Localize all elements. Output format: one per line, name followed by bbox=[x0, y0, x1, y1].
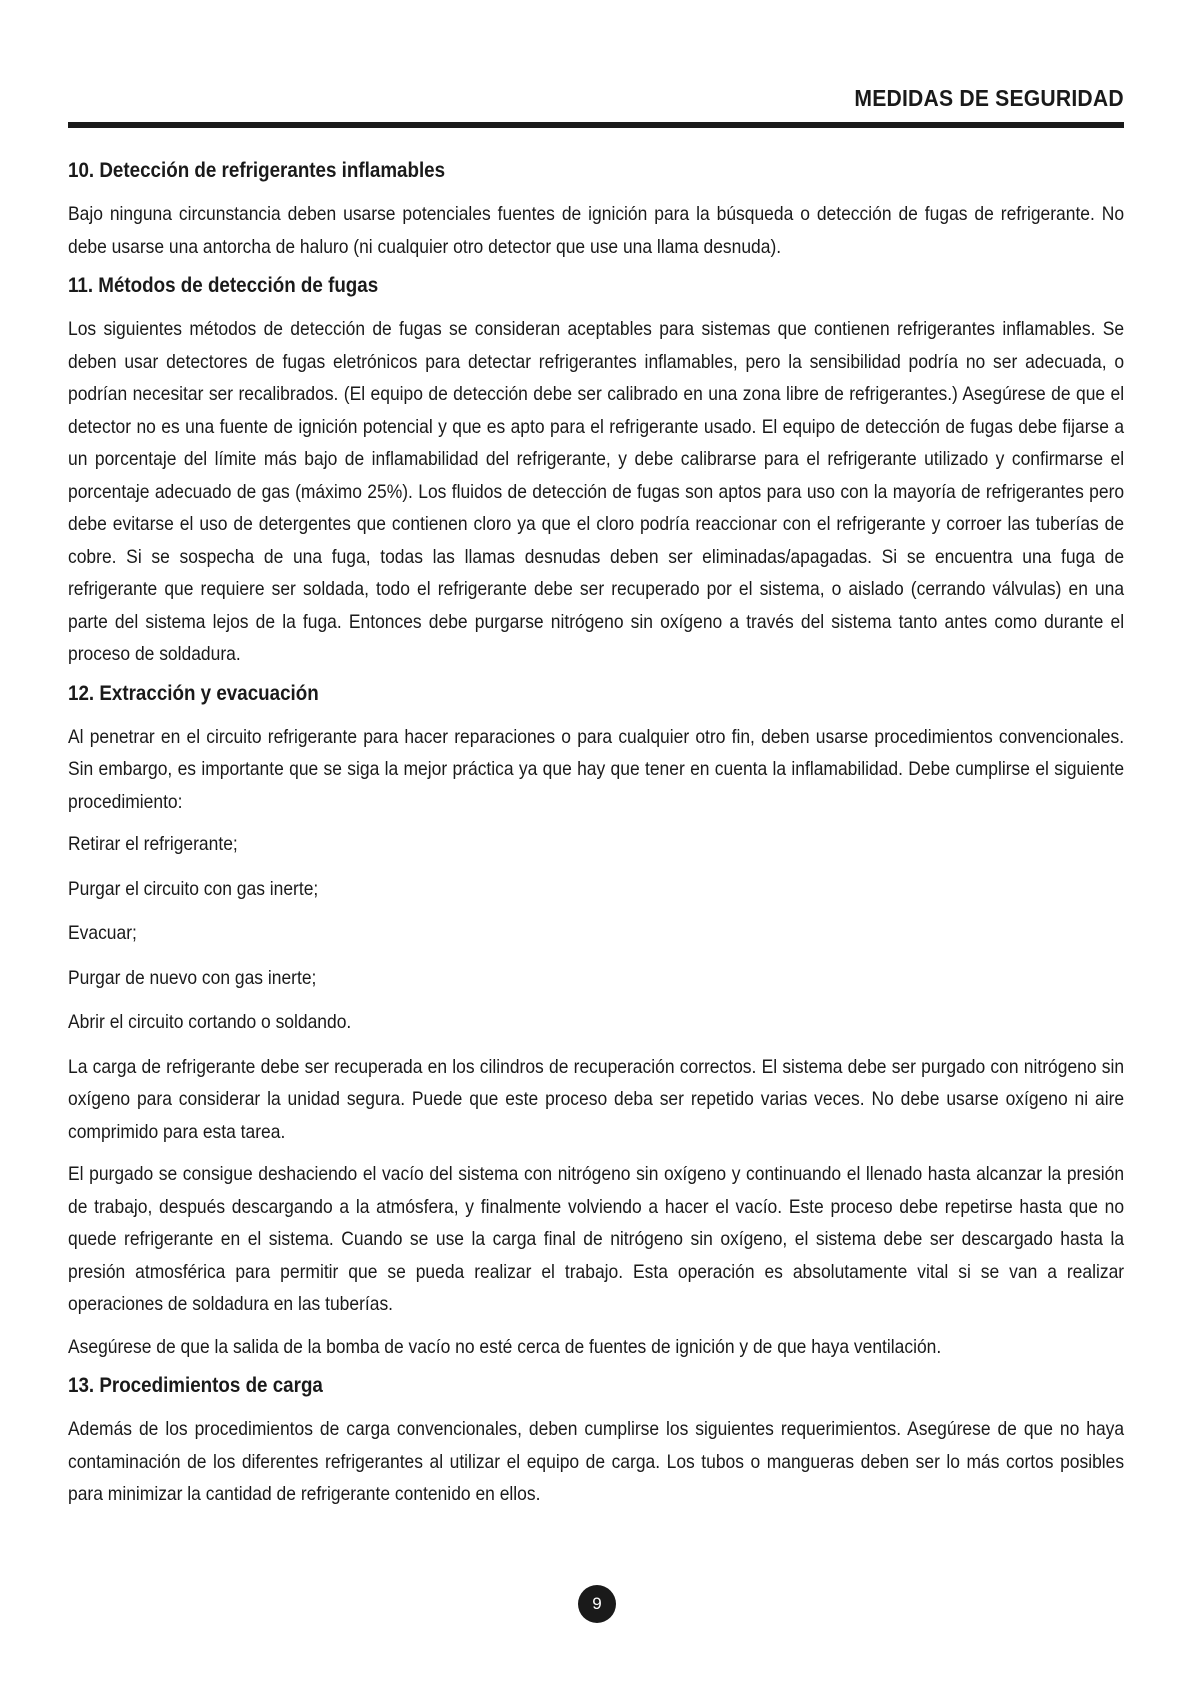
procedure-step: Evacuar; bbox=[68, 922, 137, 944]
header-title: MEDIDAS DE SEGURIDAD bbox=[854, 85, 1124, 111]
paragraph: Además de los procedimientos de carga convencionales, deben cumplirse los siguientes requerimientos. Asegúrese de que no haya contaminación de los diferentes refrigerantes al utilizar el equipo de carga. Los tubos o mangueras deben ser lo más cortos posibles para minimizar la cantidad de refrigerante contenido en ellos. bbox=[68, 1418, 1125, 1505]
paragraph: Asegúrese de que la salida de la bomba de vacío no esté cerca de fuentes de ignición y de que haya ventilación. bbox=[68, 1335, 942, 1358]
paragraph: El purgado se consigue deshaciendo el vacío del sistema con nitrógeno sin oxígeno y continuando el llenado hasta alcanzar la presión de trabajo, después descargando a la atmósfera, y finalmente volviendo a hacer el vacío. Este proceso debe repetirse hasta que no quede refrigerante en el sistema. Cuando se use la carga final de nitrógeno sin oxígeno, el sistema debe ser descargado hasta la presión atmosférica para permitir que se pueda realizar el trabajo. Esta operación es absolutamente vital si se van a realizar operaciones de soldadura en las tuberías. bbox=[68, 1163, 1125, 1315]
paragraph: La carga de refrigerante debe ser recuperada en los cilindros de recuperación correctos. El sistema debe ser purgado con nitrógeno sin oxígeno para considerar la unidad segura. Puede que este proceso deba ser repetido varias veces. No debe usarse oxígeno ni aire comprimido para esta tarea. bbox=[68, 1055, 1125, 1143]
header-rule bbox=[68, 122, 1124, 128]
section-heading: 13. Procedimientos de carga bbox=[68, 1374, 323, 1397]
section-13 bbox=[68, 1373, 1124, 1511]
paragraph: Bajo ninguna circunstancia deben usarse potenciales fuentes de ignición para la búsqueda o detección de fugas de refrigerante. No debe usarse una antorcha de haluro (ni cualquier otro detector que use una llama desnuda). bbox=[68, 203, 1125, 258]
document-body bbox=[68, 158, 1124, 1521]
procedure-step: Retirar el refrigerante; bbox=[68, 833, 238, 855]
paragraph: Al penetrar en el circuito refrigerante para hacer reparaciones o para cualquier otro fin, deben usarse procedimientos convencionales. Sin embargo, es importante que se siga la mejor práctica ya que hay que tener en cuenta la inflamabilidad. Debe cumplirse el siguiente procedimiento: bbox=[68, 725, 1125, 813]
section-12 bbox=[68, 681, 1124, 1364]
section-heading: 10. Detección de refrigerantes inflamables bbox=[68, 159, 446, 182]
section-10 bbox=[68, 158, 1124, 263]
procedure-step: Abrir el circuito cortando o soldando. bbox=[68, 1011, 352, 1033]
paragraph: Los siguientes métodos de detección de fugas se consideran aceptables para sistemas que contienen refrigerantes inflamables. Se deben usar detectores de fugas eletrónicos para detectar refrigerantes inflamables, pero la sensibilidad podría no ser adecuada, o podrían necesitar ser recalibrados. (El equipo de detección debe ser calibrado en una zona libre de refrigerantes.) Asegúrese de que el detector no es una fuente de ignición potencial y que es apto para el refrigerante usado. El equipo de detección de fugas debe fijarse a un porcentaje del límite más bajo de inflamabilidad del refrigerante, y debe calibrarse para el refrigerante utilizado y confirmarse el porcentaje adecuado de gas (máximo 25%). Los fluidos de detección de fugas son aptos para uso con la mayoría de refrigerantes pero debe evitarse el uso de detergentes que contienen cloro ya que el cloro podría reaccionar con el refrigerante y corroer las tuberías de cobre. Si se sospecha de una fuga, todas las llamas desnudas deben ser eliminadas/apagadas. Si se encuentra una fuga de refrigerante que requiere ser soldada, todo el refrigerante debe ser recuperado por el sistema, o aislado (cerrando válvulas) en una parte del sistema lejos de la fuga. Entonces debe purgarse nitrógeno sin oxígeno a través del sistema tanto antes como durante el proceso de soldadura. bbox=[68, 318, 1125, 665]
page-number: 9 bbox=[578, 1585, 616, 1623]
section-heading: 12. Extracción y evacuación bbox=[68, 681, 319, 705]
section-11 bbox=[68, 273, 1124, 671]
procedure-step: Purgar de nuevo con gas inerte; bbox=[68, 966, 317, 989]
procedure-step: Purgar el circuito con gas inerte; bbox=[68, 877, 319, 900]
section-heading: 11. Métodos de detección de fugas bbox=[68, 274, 379, 297]
